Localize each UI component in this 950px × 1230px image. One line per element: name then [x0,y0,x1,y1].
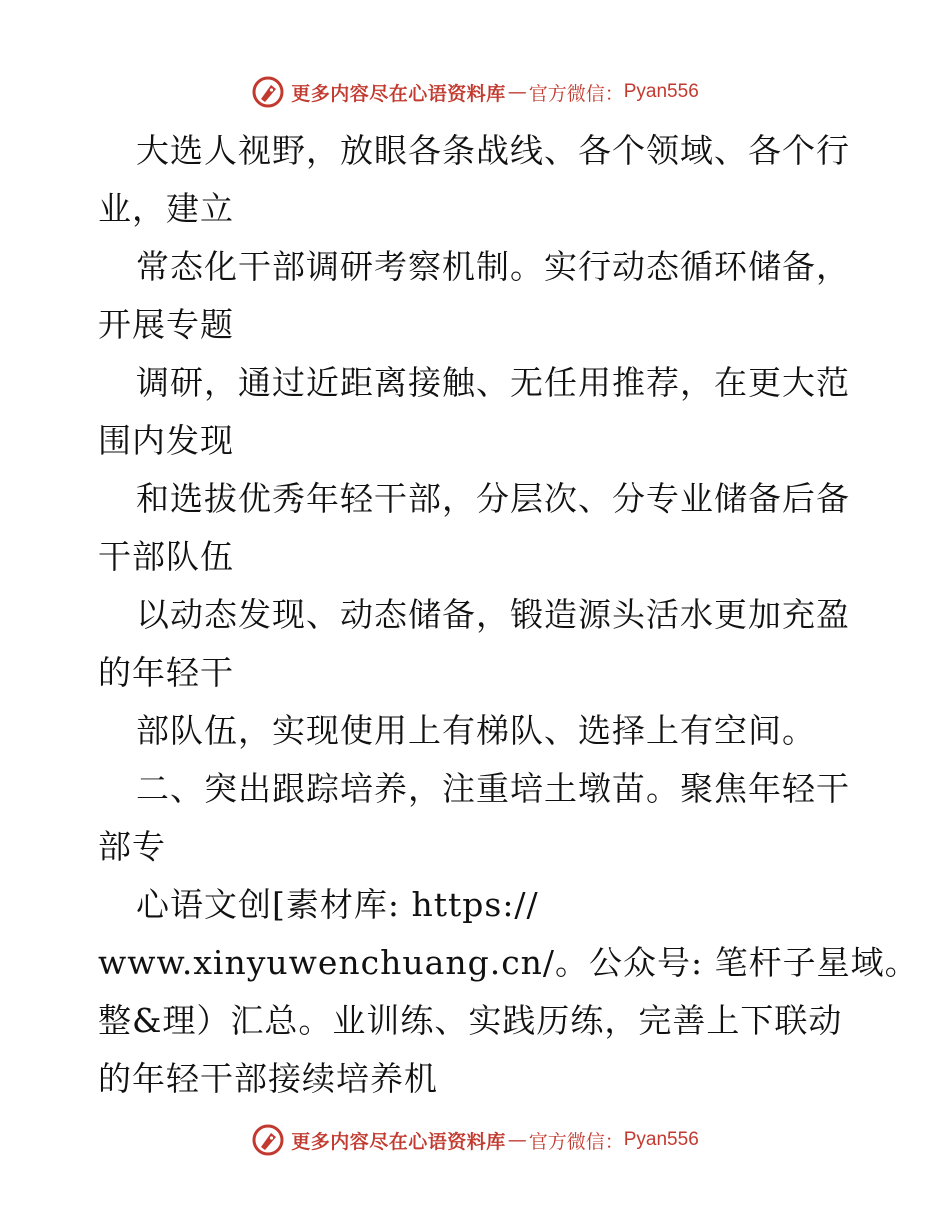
text-line: www.xinyuwenchuang.cn/。公众号: 笔杆子星域。 [98,943,919,982]
text-line: 大选人视野，放眼各条战线、各个领域、各个行 [136,131,850,170]
text-line: 开展专题 [98,305,234,344]
text-line: 整&理）汇总。业训练、实践历练，完善上下联动 [98,1001,843,1040]
document-body [98,122,919,1108]
pen-nib-logo-icon [251,1123,285,1157]
text-line: 以动态发现、动态储备，锻造源头活水更加充盈 [136,595,850,634]
header-banner [0,72,950,112]
text-line: 干部队伍 [98,537,234,576]
text-line: 部专 [98,827,166,866]
banner-dash: — [507,81,527,103]
banner-main-text: 更多内容尽在心语资料库 [291,82,506,105]
text-line: 调研，通过近距离接触、无任用推荐，在更大范 [136,363,850,402]
banner-dash: — [507,1129,527,1151]
banner-wechat-label: 官方微信： [528,1130,624,1153]
text-line: 的年轻干部接续培养机 [98,1059,438,1098]
text-line: 的年轻干 [98,653,234,692]
text-line: 二、突出跟踪培养，注重培土墩苗。聚焦年轻干 [136,769,850,808]
banner-wechat-id: Pyan556 [623,81,699,102]
banner-wechat-label: 官方微信： [528,82,624,105]
banner-main-text: 更多内容尽在心语资料库 [291,1130,506,1153]
text-line: 常态化干部调研考察机制。实行动态循环储备， [136,247,850,286]
banner-wechat-id: Pyan556 [623,1129,699,1150]
pen-nib-logo-icon [251,75,285,109]
text-line: 和选拔优秀年轻干部，分层次、分专业储备后备 [136,479,850,518]
text-line: 部队伍，实现使用上有梯队、选择上有空间。 [136,711,816,750]
footer-banner [0,1120,950,1160]
text-line: 心语文创[素材库: https:// [136,885,539,924]
text-line: 围内发现 [98,421,234,460]
text-line: 业，建立 [98,189,234,228]
